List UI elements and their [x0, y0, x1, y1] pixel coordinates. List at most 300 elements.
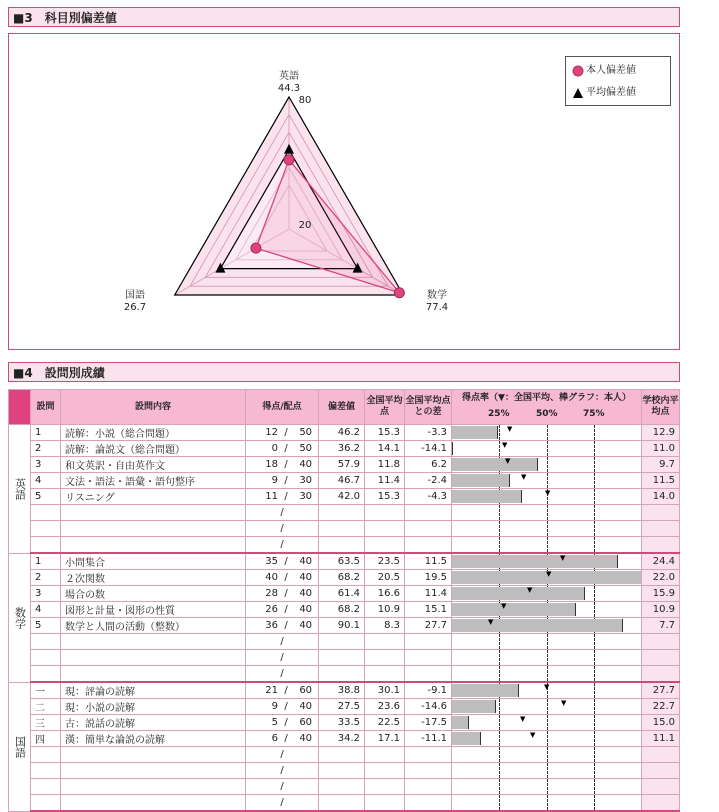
- radar-legend: [565, 56, 671, 106]
- national-diff: 6.2: [405, 457, 452, 473]
- radar-scale-max: 80: [298, 95, 312, 106]
- rate-bar-cell: [452, 553, 642, 570]
- score-cell: [246, 425, 319, 441]
- table-row-empty: [9, 747, 680, 763]
- school-average: 27.7: [642, 682, 680, 699]
- table-row: [9, 441, 680, 457]
- deviation-value: 34.2: [319, 731, 365, 747]
- personal-rate-bar: [452, 442, 453, 455]
- rate-bar-cell: [452, 570, 642, 586]
- national-average: [365, 747, 405, 763]
- question-content: リスニング: [61, 489, 246, 505]
- question-number: [31, 795, 61, 812]
- score-value: 40: [265, 572, 278, 583]
- gridline-75: [594, 650, 595, 665]
- subject-label: 数学: [9, 553, 31, 682]
- table-row: [9, 473, 680, 489]
- table-header-row: [9, 390, 680, 425]
- national-average-marker: ▼: [501, 602, 507, 610]
- gridline-50: [547, 795, 548, 810]
- gridline-25: [499, 763, 500, 778]
- national-diff: [405, 795, 452, 812]
- score-cell: [246, 521, 319, 537]
- score-slash: /: [284, 620, 288, 631]
- question-content: 数学と人間の活動（整数）: [61, 618, 246, 634]
- score-value: 36: [265, 620, 278, 631]
- legend-average-label: 平均偏差値: [586, 87, 636, 98]
- score-cell: [246, 634, 319, 650]
- gridline-50: [547, 505, 548, 520]
- deviation-value: [319, 650, 365, 666]
- deviation-value: 27.5: [319, 699, 365, 715]
- question-results-table: [8, 389, 680, 812]
- personal-rate-bar: [452, 555, 618, 568]
- national-average-marker: ▼: [530, 731, 536, 739]
- school-average: 10.9: [642, 602, 680, 618]
- question-number: 二: [31, 699, 61, 715]
- gridline-75: [594, 441, 595, 456]
- table-row: [9, 489, 680, 505]
- table-row-empty: [9, 650, 680, 666]
- gridline-75: [594, 505, 595, 520]
- rate-bar-cell: [452, 457, 642, 473]
- national-average: 16.6: [365, 586, 405, 602]
- header-national-average: [365, 390, 405, 425]
- radar-axis-japanese-value: 26.7: [123, 302, 147, 313]
- question-number: 2: [31, 570, 61, 586]
- gridline-25: [499, 779, 500, 794]
- subject-label: 英語: [9, 425, 31, 554]
- header-question: 設問: [31, 390, 61, 425]
- question-content: [61, 795, 246, 812]
- table-row-empty: [9, 795, 680, 812]
- gridline-75: [594, 683, 595, 698]
- school-average: [642, 747, 680, 763]
- deviation-value: [319, 763, 365, 779]
- gridline-25: [499, 634, 500, 649]
- national-diff: [405, 505, 452, 521]
- national-diff: -14.1: [405, 441, 452, 457]
- deviation-value: [319, 747, 365, 763]
- national-diff: [405, 650, 452, 666]
- national-average: 17.1: [365, 731, 405, 747]
- header-national-diff-label: 全国平均点との差: [405, 396, 451, 417]
- gridline-75: [594, 537, 595, 552]
- national-average: [365, 779, 405, 795]
- score-slash: /: [284, 588, 288, 599]
- table-row-empty: [9, 634, 680, 650]
- gridline-50: [547, 779, 548, 794]
- question-content: [61, 747, 246, 763]
- school-average: [642, 666, 680, 683]
- national-average: [365, 505, 405, 521]
- gridline-50: [547, 715, 548, 730]
- national-average: 8.3: [365, 618, 405, 634]
- score-value: 35: [265, 556, 278, 567]
- national-diff: -4.3: [405, 489, 452, 505]
- rate-bar-cell: [452, 537, 642, 554]
- rate-bar-cell: [452, 650, 642, 666]
- question-content: [61, 505, 246, 521]
- header-school-average-label: 学校内平均点: [642, 396, 679, 417]
- gridline-25: [499, 425, 500, 440]
- personal-rate-bar: [452, 490, 522, 503]
- gridline-50: [547, 763, 548, 778]
- score-slash: /: [284, 685, 288, 696]
- gridline-75: [594, 731, 595, 746]
- national-average-marker: ▼: [544, 683, 550, 691]
- national-average-marker: ▼: [527, 586, 533, 594]
- deviation-value: 38.8: [319, 682, 365, 699]
- school-average: 22.0: [642, 570, 680, 586]
- score-cell: [246, 505, 319, 521]
- rate-bar-cell: [452, 666, 642, 683]
- rate-bar-cell: [452, 682, 642, 699]
- school-average: 12.9: [642, 425, 680, 441]
- gridline-75: [594, 521, 595, 536]
- score-max: 30: [299, 491, 313, 502]
- question-content: [61, 634, 246, 650]
- section3-title: ■3 科目別偏差値: [13, 11, 117, 25]
- gridline-75: [594, 457, 595, 472]
- school-average: 24.4: [642, 553, 680, 570]
- score-slash: /: [284, 604, 288, 615]
- rate-bar-cell: [452, 715, 642, 731]
- score-value: 11: [265, 491, 278, 502]
- national-diff: -17.5: [405, 715, 452, 731]
- radar-axis-math-value: 77.4: [425, 302, 449, 313]
- score-cell: [246, 618, 319, 634]
- question-number: 一: [31, 682, 61, 699]
- gridline-75: [594, 795, 595, 810]
- national-diff: 11.5: [405, 553, 452, 570]
- gridline-25: [499, 650, 500, 665]
- score-max: 60: [299, 685, 313, 696]
- gridline-75: [594, 666, 595, 681]
- rate-bar-cell: [452, 795, 642, 812]
- score-slash: /: [280, 636, 284, 647]
- national-average: [365, 537, 405, 554]
- deviation-value: 33.5: [319, 715, 365, 731]
- score-cell: [246, 682, 319, 699]
- score-slash: /: [280, 652, 284, 663]
- score-max: 40: [299, 604, 313, 615]
- score-slash: /: [280, 781, 284, 792]
- school-average: [642, 521, 680, 537]
- school-average: [642, 505, 680, 521]
- national-average: 11.4: [365, 473, 405, 489]
- school-average: [642, 537, 680, 554]
- score-max: 40: [299, 701, 313, 712]
- national-average: 23.5: [365, 553, 405, 570]
- national-diff: [405, 634, 452, 650]
- score-cell: [246, 715, 319, 731]
- question-number: 四: [31, 731, 61, 747]
- score-value: 18: [265, 459, 278, 470]
- section3-header: [8, 7, 680, 27]
- deviation-value: 46.7: [319, 473, 365, 489]
- question-number: [31, 634, 61, 650]
- question-content: 図形と計量・図形の性質: [61, 602, 246, 618]
- national-average-marker: ▼: [507, 425, 513, 433]
- national-average: [365, 521, 405, 537]
- school-average: 15.0: [642, 715, 680, 731]
- question-number: [31, 779, 61, 795]
- radar-axis-japanese: [117, 290, 153, 314]
- header-school-average: [642, 390, 680, 425]
- score-max: 30: [299, 475, 313, 486]
- national-diff: [405, 666, 452, 683]
- header-rate-label: 得点率（▼：全国平均、棒グラフ：本人）: [462, 393, 631, 403]
- score-cell: [246, 586, 319, 602]
- question-content: 現：小説の読解: [61, 699, 246, 715]
- personal-rate-bar: [452, 619, 623, 632]
- question-content: ２次関数: [61, 570, 246, 586]
- national-diff: [405, 763, 452, 779]
- score-cell: [246, 457, 319, 473]
- radar-axis-math: [419, 290, 455, 314]
- question-number: 3: [31, 457, 61, 473]
- gridline-50: [547, 473, 548, 488]
- rate-bar-cell: [452, 473, 642, 489]
- score-cell: [246, 553, 319, 570]
- question-number: 1: [31, 425, 61, 441]
- question-content: [61, 763, 246, 779]
- school-average: 11.1: [642, 731, 680, 747]
- gridline-75: [594, 586, 595, 601]
- rate-bar-cell: [452, 779, 642, 795]
- gridline-25: [499, 666, 500, 681]
- rate-bar-cell: [452, 489, 642, 505]
- question-number: 1: [31, 553, 61, 570]
- gridline-50: [547, 650, 548, 665]
- subject-label: 国語: [9, 682, 31, 811]
- question-content: 小問集合: [61, 553, 246, 570]
- rate-bar-cell: [452, 763, 642, 779]
- deviation-value: 61.4: [319, 586, 365, 602]
- deviation-value: 57.9: [319, 457, 365, 473]
- national-average-marker: ▼: [520, 715, 526, 723]
- score-value: 5: [271, 717, 278, 728]
- score-slash: /: [284, 427, 288, 438]
- gridline-25: [499, 699, 500, 714]
- score-slash: /: [284, 572, 288, 583]
- table-row: [9, 586, 680, 602]
- rate-bar-cell: [452, 505, 642, 521]
- legend-personal-label: 本人偏差値: [586, 65, 636, 76]
- deviation-value: [319, 795, 365, 812]
- score-max: 40: [299, 459, 313, 470]
- question-content: [61, 650, 246, 666]
- question-number: 4: [31, 473, 61, 489]
- score-slash: /: [284, 475, 288, 486]
- school-average: 22.7: [642, 699, 680, 715]
- radar-scale-min: 20: [298, 220, 312, 231]
- national-diff: -11.1: [405, 731, 452, 747]
- table-row-empty: [9, 537, 680, 554]
- question-content: [61, 537, 246, 554]
- personal-rate-bar: [452, 700, 496, 713]
- score-max: 40: [299, 733, 313, 744]
- section4-title: ■4 設問別成績: [13, 366, 105, 380]
- national-average-marker: ▼: [561, 699, 567, 707]
- gridline-75: [594, 763, 595, 778]
- header-tick-50: 50%: [536, 409, 558, 419]
- deviation-value: [319, 521, 365, 537]
- national-average: [365, 666, 405, 683]
- rate-bar-cell: [452, 699, 642, 715]
- question-content: 現：評論の読解: [61, 682, 246, 699]
- score-cell: [246, 666, 319, 683]
- table-row: [9, 553, 680, 570]
- rate-bar-cell: [452, 521, 642, 537]
- table-row: [9, 731, 680, 747]
- personal-rate-bar: [452, 474, 510, 487]
- header-content: 設問内容: [61, 390, 246, 425]
- legend-personal-marker: [572, 65, 584, 77]
- national-average: 15.3: [365, 489, 405, 505]
- question-content: [61, 521, 246, 537]
- national-average-marker: ▼: [488, 618, 494, 626]
- national-average: [365, 795, 405, 812]
- table-row: [9, 602, 680, 618]
- national-diff: 11.4: [405, 586, 452, 602]
- gridline-25: [499, 795, 500, 810]
- national-diff: 15.1: [405, 602, 452, 618]
- school-average: 11.0: [642, 441, 680, 457]
- gridline-75: [594, 779, 595, 794]
- table-row-empty: [9, 505, 680, 521]
- table-row-empty: [9, 666, 680, 683]
- gridline-75: [594, 747, 595, 762]
- table-row-empty: [9, 521, 680, 537]
- deviation-value: 68.2: [319, 570, 365, 586]
- header-deviation: 偏差値: [319, 390, 365, 425]
- question-number: [31, 666, 61, 683]
- radar-chart-panel: [8, 33, 680, 350]
- header-score: 得点/配点: [246, 390, 319, 425]
- score-max: 40: [299, 556, 313, 567]
- score-cell: [246, 537, 319, 554]
- score-slash: /: [280, 523, 284, 534]
- header-corner: [9, 390, 31, 425]
- national-average: 10.9: [365, 602, 405, 618]
- score-max: 40: [299, 572, 313, 583]
- question-number: 4: [31, 602, 61, 618]
- school-average: [642, 650, 680, 666]
- national-diff: 19.5: [405, 570, 452, 586]
- score-cell: [246, 731, 319, 747]
- deviation-value: 42.0: [319, 489, 365, 505]
- gridline-50: [547, 521, 548, 536]
- question-content: 漢：簡単な論説の読解: [61, 731, 246, 747]
- question-content: 読解：論説文（総合問題）: [61, 441, 246, 457]
- header-rate: [452, 390, 642, 425]
- personal-rate-bar: [452, 458, 538, 471]
- score-value: 26: [265, 604, 278, 615]
- score-slash: /: [284, 717, 288, 728]
- national-average-marker: ▼: [560, 554, 566, 562]
- national-average: 14.1: [365, 441, 405, 457]
- score-slash: /: [280, 539, 284, 550]
- score-max: 50: [299, 427, 313, 438]
- score-slash: /: [284, 733, 288, 744]
- question-number: [31, 763, 61, 779]
- score-slash: /: [280, 749, 284, 760]
- score-cell: [246, 570, 319, 586]
- gridline-50: [547, 441, 548, 456]
- gridline-50: [547, 537, 548, 552]
- national-diff: [405, 521, 452, 537]
- school-average: [642, 763, 680, 779]
- score-slash: /: [284, 556, 288, 567]
- score-cell: [246, 763, 319, 779]
- question-number: 3: [31, 586, 61, 602]
- score-slash: /: [280, 668, 284, 679]
- score-cell: [246, 779, 319, 795]
- gridline-50: [547, 731, 548, 746]
- rate-bar-cell: [452, 425, 642, 441]
- school-average: 7.7: [642, 618, 680, 634]
- deviation-value: [319, 779, 365, 795]
- deviation-value: [319, 666, 365, 683]
- table-row: [9, 570, 680, 586]
- rate-bar-cell: [452, 602, 642, 618]
- question-number: [31, 521, 61, 537]
- question-number: [31, 650, 61, 666]
- deviation-value: [319, 505, 365, 521]
- gridline-75: [594, 602, 595, 617]
- score-cell: [246, 747, 319, 763]
- radar-axis-japanese-name: 国語: [125, 290, 145, 301]
- question-number: [31, 537, 61, 554]
- question-content: [61, 779, 246, 795]
- national-average: [365, 650, 405, 666]
- question-content: 古：説話の読解: [61, 715, 246, 731]
- national-average: 30.1: [365, 682, 405, 699]
- score-slash: /: [284, 491, 288, 502]
- table-row-empty: [9, 779, 680, 795]
- gridline-25: [499, 521, 500, 536]
- score-slash: /: [284, 443, 288, 454]
- score-value: 21: [265, 685, 278, 696]
- header-tick-75: 75%: [583, 409, 605, 419]
- gridline-75: [594, 699, 595, 714]
- personal-point: [394, 288, 404, 298]
- table-row: [9, 715, 680, 731]
- score-value: 12: [265, 427, 278, 438]
- gridline-75: [594, 634, 595, 649]
- national-average: [365, 634, 405, 650]
- header-tick-25: 25%: [488, 409, 510, 419]
- school-average: 14.0: [642, 489, 680, 505]
- table-row: [9, 682, 680, 699]
- question-number: 三: [31, 715, 61, 731]
- radar-axis-english-name: 英語: [279, 71, 299, 82]
- score-value: 28: [265, 588, 278, 599]
- national-average: 11.8: [365, 457, 405, 473]
- school-average: [642, 795, 680, 812]
- question-number: 5: [31, 489, 61, 505]
- score-max: 40: [299, 620, 313, 631]
- rate-bar-cell: [452, 586, 642, 602]
- score-value: 0: [271, 443, 278, 454]
- national-diff: -2.4: [405, 473, 452, 489]
- score-value: 9: [271, 701, 278, 712]
- header-national-average-label: 全国平均点: [366, 396, 403, 417]
- gridline-75: [594, 715, 595, 730]
- gridline-50: [547, 457, 548, 472]
